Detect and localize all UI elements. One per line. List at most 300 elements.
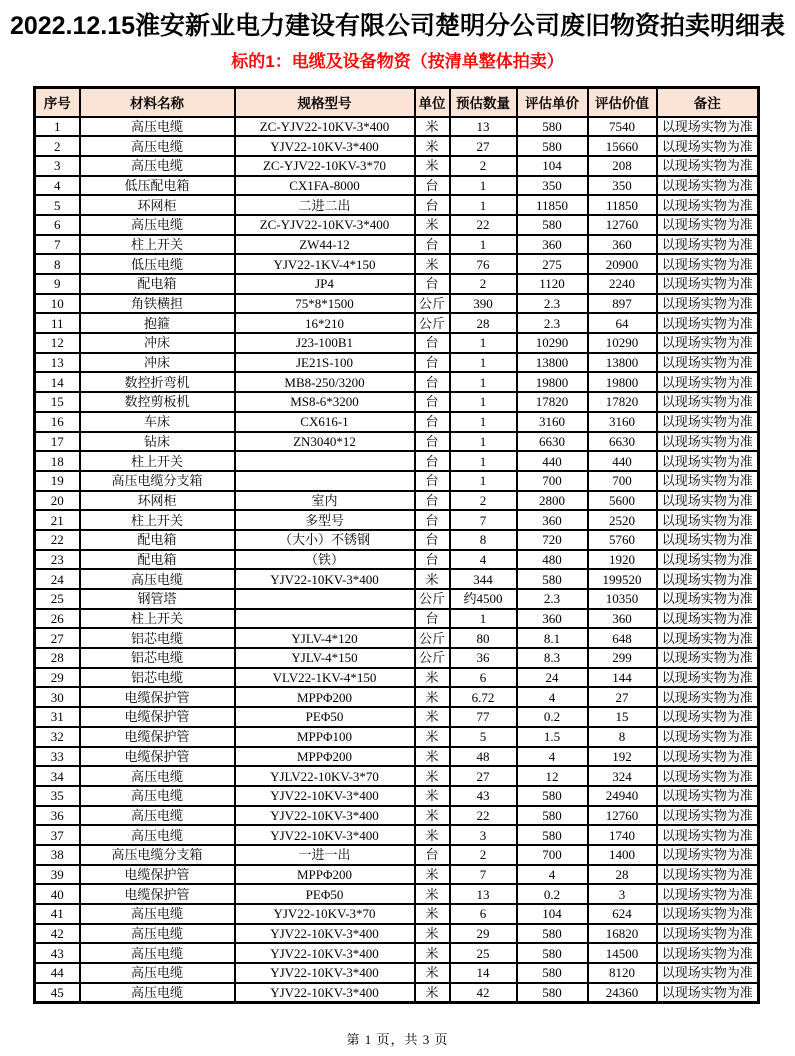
table-cell: 38 xyxy=(35,845,80,865)
table-cell: 以现场实物为准 xyxy=(657,825,759,845)
table-cell: 米 xyxy=(415,983,450,1003)
table-cell: 3 xyxy=(588,884,657,904)
table-cell: 29 xyxy=(35,668,80,688)
table-cell: 7540 xyxy=(588,117,657,137)
table-cell: 数控剪板机 xyxy=(80,392,235,412)
table-cell: 电缆保护管 xyxy=(80,884,235,904)
table-cell: 6 xyxy=(450,904,517,924)
table-cell: ZW44-12 xyxy=(235,235,415,255)
table-cell: 钢管塔 xyxy=(80,589,235,609)
table-cell: 12760 xyxy=(588,806,657,826)
table-cell: 以现场实物为准 xyxy=(657,904,759,924)
table-cell: 5600 xyxy=(588,491,657,511)
table-cell: 米 xyxy=(415,806,450,826)
table-cell: 144 xyxy=(588,668,657,688)
table-cell: 米 xyxy=(415,766,450,786)
table-cell: 高压电缆 xyxy=(80,786,235,806)
table-row xyxy=(35,825,759,845)
table-cell: 高压电缆 xyxy=(80,215,235,235)
column-header: 序号 xyxy=(35,88,80,117)
table-cell: 5760 xyxy=(588,530,657,550)
table-cell: 4 xyxy=(450,550,517,570)
table-cell: 77 xyxy=(450,707,517,727)
table-cell: 16 xyxy=(35,412,80,432)
table-cell: 台 xyxy=(415,392,450,412)
table-header-row xyxy=(35,88,759,117)
table-cell: 以现场实物为准 xyxy=(657,235,759,255)
table-cell: YJV22-10KV-3*400 xyxy=(235,825,415,845)
table-cell: 1 xyxy=(450,432,517,452)
table-cell xyxy=(235,609,415,629)
table-row xyxy=(35,530,759,550)
table-cell: ZC-YJV22-10KV-3*400 xyxy=(235,215,415,235)
table-cell: 台 xyxy=(415,491,450,511)
table-row xyxy=(35,865,759,885)
table-cell: 冲床 xyxy=(80,333,235,353)
table-row xyxy=(35,510,759,530)
table-cell: 台 xyxy=(415,412,450,432)
table-cell: 高压电缆 xyxy=(80,766,235,786)
table-cell: 2.3 xyxy=(517,294,588,314)
table-cell: 24 xyxy=(517,668,588,688)
table-cell: 电缆保护管 xyxy=(80,707,235,727)
table-row xyxy=(35,471,759,491)
table-cell: 台 xyxy=(415,176,450,196)
table-cell: 43 xyxy=(35,943,80,963)
table-row xyxy=(35,983,759,1003)
table-cell: 580 xyxy=(517,806,588,826)
table-cell: 360 xyxy=(517,510,588,530)
table-cell: 580 xyxy=(517,215,588,235)
table-cell: 以现场实物为准 xyxy=(657,333,759,353)
table-cell: MPPΦ200 xyxy=(235,687,415,707)
table-cell: 1 xyxy=(450,195,517,215)
table-cell: 6 xyxy=(35,215,80,235)
table-cell: 台 xyxy=(415,530,450,550)
table-cell: 以现场实物为准 xyxy=(657,550,759,570)
table-row xyxy=(35,136,759,156)
table-cell: 27 xyxy=(450,766,517,786)
table-cell: 580 xyxy=(517,825,588,845)
table-cell: YJV22-10KV-3*400 xyxy=(235,786,415,806)
table-cell: 4 xyxy=(517,687,588,707)
table-cell: 80 xyxy=(450,628,517,648)
table-cell: 一进一出 xyxy=(235,845,415,865)
table-cell: 21 xyxy=(35,510,80,530)
table-cell: 2 xyxy=(450,274,517,294)
table-cell: 6630 xyxy=(588,432,657,452)
table-cell: 以现场实物为准 xyxy=(657,136,759,156)
table-cell: 8120 xyxy=(588,963,657,983)
table-cell: 台 xyxy=(415,235,450,255)
table-cell: 35 xyxy=(35,786,80,806)
table-cell: 19800 xyxy=(588,372,657,392)
table-cell: 高压电缆 xyxy=(80,117,235,137)
table-cell: 275 xyxy=(517,254,588,274)
table-cell: 2 xyxy=(450,156,517,176)
table-cell: 31 xyxy=(35,707,80,727)
table-cell: 台 xyxy=(415,353,450,373)
table-cell: 电缆保护管 xyxy=(80,865,235,885)
table-cell: 5 xyxy=(450,727,517,747)
table-cell: 台 xyxy=(415,451,450,471)
table-cell: 23 xyxy=(35,550,80,570)
table-cell: 700 xyxy=(588,471,657,491)
table-cell: 32 xyxy=(35,727,80,747)
table-cell: YJV22-10KV-3*400 xyxy=(235,924,415,944)
table-cell: 2.3 xyxy=(517,589,588,609)
table-cell: 440 xyxy=(517,451,588,471)
table-cell: 580 xyxy=(517,117,588,137)
table-cell: 2520 xyxy=(588,510,657,530)
table-cell: 2 xyxy=(35,136,80,156)
table-cell: JE21S-100 xyxy=(235,353,415,373)
table-cell: 高压电缆 xyxy=(80,806,235,826)
table-cell: 42 xyxy=(450,983,517,1003)
table-cell: 台 xyxy=(415,510,450,530)
table-cell: 以现场实物为准 xyxy=(657,372,759,392)
table-cell: 约4500 xyxy=(450,589,517,609)
table-cell xyxy=(235,589,415,609)
table-cell: 26 xyxy=(35,609,80,629)
table-cell: 1.5 xyxy=(517,727,588,747)
table-cell: 2 xyxy=(450,491,517,511)
table-cell: 199520 xyxy=(588,569,657,589)
table-cell: 1 xyxy=(450,471,517,491)
table-cell: 299 xyxy=(588,648,657,668)
table-cell: 高压电缆 xyxy=(80,983,235,1003)
table-cell: 高压电缆 xyxy=(80,943,235,963)
table-cell: 以现场实物为准 xyxy=(657,451,759,471)
table-cell: YJLV-4*120 xyxy=(235,628,415,648)
table-cell: 车床 xyxy=(80,412,235,432)
table-cell: 以现场实物为准 xyxy=(657,491,759,511)
table-cell: 44 xyxy=(35,963,80,983)
table-cell: 12760 xyxy=(588,215,657,235)
table-cell: 440 xyxy=(588,451,657,471)
column-header: 备注 xyxy=(657,88,759,117)
table-row xyxy=(35,176,759,196)
table-row xyxy=(35,156,759,176)
table-cell: 1400 xyxy=(588,845,657,865)
table-cell: 以现场实物为准 xyxy=(657,117,759,137)
table-cell: 13 xyxy=(450,117,517,137)
table-cell: 以现场实物为准 xyxy=(657,943,759,963)
table-cell: 17820 xyxy=(517,392,588,412)
table-row xyxy=(35,766,759,786)
table-cell: 34 xyxy=(35,766,80,786)
table-cell: 以现场实物为准 xyxy=(657,806,759,826)
table-cell: 13800 xyxy=(517,353,588,373)
table-row xyxy=(35,786,759,806)
table-cell: 1 xyxy=(35,117,80,137)
table-row xyxy=(35,550,759,570)
table-cell: 配电箱 xyxy=(80,530,235,550)
table-cell: 台 xyxy=(415,195,450,215)
table-cell: 8.1 xyxy=(517,628,588,648)
table-cell: 2.3 xyxy=(517,313,588,333)
lot-subtitle: 标的1：电缆及设备物资（按清单整体拍卖） xyxy=(231,52,564,71)
table-cell: 580 xyxy=(517,983,588,1003)
table-cell: 28 xyxy=(588,865,657,885)
table-cell: 22 xyxy=(35,530,80,550)
table-cell: 37 xyxy=(35,825,80,845)
table-cell: 7 xyxy=(450,865,517,885)
table-row xyxy=(35,943,759,963)
table-cell: 以现场实物为准 xyxy=(657,589,759,609)
table-cell: J23-100B1 xyxy=(235,333,415,353)
table-row xyxy=(35,707,759,727)
table-cell xyxy=(235,451,415,471)
table-cell: 33 xyxy=(35,747,80,767)
table-cell: 6 xyxy=(450,668,517,688)
table-cell: 10290 xyxy=(517,333,588,353)
table-cell: 台 xyxy=(415,333,450,353)
table-row xyxy=(35,668,759,688)
table-cell: 360 xyxy=(588,609,657,629)
table-cell: 28 xyxy=(450,313,517,333)
table-cell: 580 xyxy=(517,136,588,156)
table-cell: 75*8*1500 xyxy=(235,294,415,314)
table-cell: 580 xyxy=(517,963,588,983)
table-cell: 42 xyxy=(35,924,80,944)
table-cell: 1 xyxy=(450,372,517,392)
table-cell: 电缆保护管 xyxy=(80,747,235,767)
table-cell: 台 xyxy=(415,471,450,491)
table-cell: 16820 xyxy=(588,924,657,944)
table-cell: 电缆保护管 xyxy=(80,727,235,747)
table-cell: 13 xyxy=(35,353,80,373)
table-cell: 台 xyxy=(415,845,450,865)
table-cell: 以现场实物为准 xyxy=(657,786,759,806)
table-cell: 25 xyxy=(450,943,517,963)
table-cell: 以现场实物为准 xyxy=(657,648,759,668)
table-row xyxy=(35,313,759,333)
table-cell: 43 xyxy=(450,786,517,806)
table-cell: 公斤 xyxy=(415,294,450,314)
table-cell: 以现场实物为准 xyxy=(657,254,759,274)
table-cell: 3160 xyxy=(588,412,657,432)
table-cell: YJV22-10KV-3*400 xyxy=(235,943,415,963)
table-cell: 以现场实物为准 xyxy=(657,353,759,373)
table-cell: 5 xyxy=(35,195,80,215)
table-cell: 14 xyxy=(450,963,517,983)
table-cell: 25 xyxy=(35,589,80,609)
table-cell: 12 xyxy=(35,333,80,353)
table-cell: 米 xyxy=(415,136,450,156)
table-cell: 3160 xyxy=(517,412,588,432)
table-cell: 15 xyxy=(35,392,80,412)
table-cell: 高压电缆 xyxy=(80,136,235,156)
table-cell: 米 xyxy=(415,747,450,767)
table-cell: 以现场实物为准 xyxy=(657,766,759,786)
table-cell: 米 xyxy=(415,943,450,963)
table-cell: 米 xyxy=(415,924,450,944)
table-cell: 17 xyxy=(35,432,80,452)
table-cell: 1 xyxy=(450,353,517,373)
table-cell: 2240 xyxy=(588,274,657,294)
table-row xyxy=(35,353,759,373)
table-cell: 39 xyxy=(35,865,80,885)
table-cell: CX616-1 xyxy=(235,412,415,432)
table-row xyxy=(35,195,759,215)
table-cell: 0.2 xyxy=(517,707,588,727)
table-cell: 米 xyxy=(415,215,450,235)
table-cell: 8 xyxy=(35,254,80,274)
table-cell: 27 xyxy=(588,687,657,707)
table-cell: 高压电缆分支箱 xyxy=(80,845,235,865)
table-cell: PEΦ50 xyxy=(235,884,415,904)
table-row xyxy=(35,628,759,648)
table-cell: 公斤 xyxy=(415,628,450,648)
table-cell: 76 xyxy=(450,254,517,274)
table-cell: 350 xyxy=(588,176,657,196)
table-cell: 以现场实物为准 xyxy=(657,727,759,747)
table-cell: 铝芯电缆 xyxy=(80,668,235,688)
table-cell: 高压电缆 xyxy=(80,569,235,589)
table-cell xyxy=(235,471,415,491)
table-cell: YJV22-10KV-3*400 xyxy=(235,136,415,156)
table-cell: 以现场实物为准 xyxy=(657,156,759,176)
table-cell: 高压电缆 xyxy=(80,963,235,983)
page-title: 2022.12.15淮安新业电力建设有限公司楚明分公司废旧物资拍卖明细表 xyxy=(9,12,786,40)
table-cell: 角铁横担 xyxy=(80,294,235,314)
table-cell: 以现场实物为准 xyxy=(657,845,759,865)
table-cell: 17820 xyxy=(588,392,657,412)
table-cell: 30 xyxy=(35,687,80,707)
table-header xyxy=(35,88,759,117)
table-cell: 20 xyxy=(35,491,80,511)
table-cell: 以现场实物为准 xyxy=(657,313,759,333)
table-cell: 27 xyxy=(35,628,80,648)
table-cell: ZN3040*12 xyxy=(235,432,415,452)
column-header: 单位 xyxy=(415,88,450,117)
table-cell: 648 xyxy=(588,628,657,648)
table-row xyxy=(35,491,759,511)
table-cell: 324 xyxy=(588,766,657,786)
table-cell: 米 xyxy=(415,254,450,274)
table-cell: 高压电缆 xyxy=(80,924,235,944)
table-cell: 米 xyxy=(415,668,450,688)
table-cell: 铝芯电缆 xyxy=(80,628,235,648)
table-row xyxy=(35,806,759,826)
table-cell: MPPΦ100 xyxy=(235,727,415,747)
table-cell: 11850 xyxy=(517,195,588,215)
table-cell: 以现场实物为准 xyxy=(657,392,759,412)
table-cell: 公斤 xyxy=(415,589,450,609)
table-cell: MPPΦ200 xyxy=(235,747,415,767)
table-cell: 19 xyxy=(35,471,80,491)
table-cell: CX1FA-8000 xyxy=(235,176,415,196)
table-cell: 7 xyxy=(450,510,517,530)
table-cell: 以现场实物为准 xyxy=(657,195,759,215)
table-cell: 28 xyxy=(35,648,80,668)
table-cell: 4 xyxy=(517,865,588,885)
column-header: 预估数量 xyxy=(450,88,517,117)
table-cell: 以现场实物为准 xyxy=(657,274,759,294)
table-cell: 22 xyxy=(450,215,517,235)
table-cell: 柱上开关 xyxy=(80,451,235,471)
table-cell: 36 xyxy=(450,648,517,668)
table-cell: 192 xyxy=(588,747,657,767)
table-cell: 柱上开关 xyxy=(80,235,235,255)
table-cell: 柱上开关 xyxy=(80,609,235,629)
table-cell: 3 xyxy=(450,825,517,845)
table-cell: 多型号 xyxy=(235,510,415,530)
table-cell: YJV22-1KV-4*150 xyxy=(235,254,415,274)
table-cell: 以现场实物为准 xyxy=(657,865,759,885)
table-cell: 以现场实物为准 xyxy=(657,432,759,452)
table-cell: 8 xyxy=(588,727,657,747)
table-cell: 米 xyxy=(415,156,450,176)
table-cell: YJV22-10KV-3*400 xyxy=(235,569,415,589)
table-cell: 1 xyxy=(450,609,517,629)
table-cell: 104 xyxy=(517,904,588,924)
table-cell: 360 xyxy=(517,609,588,629)
table-cell: 48 xyxy=(450,747,517,767)
table-cell: 台 xyxy=(415,372,450,392)
table-cell: 高压电缆 xyxy=(80,825,235,845)
table-cell: JP4 xyxy=(235,274,415,294)
table-cell: 米 xyxy=(415,963,450,983)
table-cell: 高压电缆 xyxy=(80,156,235,176)
table-row xyxy=(35,589,759,609)
table-cell: 350 xyxy=(517,176,588,196)
table-cell: 27 xyxy=(450,136,517,156)
table-cell: 电缆保护管 xyxy=(80,687,235,707)
page-number: 第 1 页，共 3 页 xyxy=(346,1032,449,1047)
table-cell: 米 xyxy=(415,825,450,845)
table-cell: 24940 xyxy=(588,786,657,806)
table-cell: 8 xyxy=(450,530,517,550)
table-cell: 8.3 xyxy=(517,648,588,668)
table-cell: 以现场实物为准 xyxy=(657,687,759,707)
table-cell: 1 xyxy=(450,235,517,255)
table-cell: 配电箱 xyxy=(80,274,235,294)
table-cell: 高压电缆分支箱 xyxy=(80,471,235,491)
table-cell: 480 xyxy=(517,550,588,570)
table-row xyxy=(35,963,759,983)
table-cell: 1 xyxy=(450,451,517,471)
table-row xyxy=(35,412,759,432)
table-cell: 台 xyxy=(415,274,450,294)
table-cell: 10 xyxy=(35,294,80,314)
table-cell: 以现场实物为准 xyxy=(657,668,759,688)
table-row xyxy=(35,372,759,392)
table-cell: YJV22-10KV-3*400 xyxy=(235,806,415,826)
table-cell: MS8-6*3200 xyxy=(235,392,415,412)
table-cell: 624 xyxy=(588,904,657,924)
table-cell: 7 xyxy=(35,235,80,255)
table-row xyxy=(35,904,759,924)
table-cell: 抱箍 xyxy=(80,313,235,333)
table-cell: 以现场实物为准 xyxy=(657,707,759,727)
table-cell: 以现场实物为准 xyxy=(657,412,759,432)
table-cell: 环网柜 xyxy=(80,491,235,511)
table-cell: 以现场实物为准 xyxy=(657,628,759,648)
table-cell: ZC-YJV22-10KV-3*400 xyxy=(235,117,415,137)
table-cell: 9 xyxy=(35,274,80,294)
table-cell: 1120 xyxy=(517,274,588,294)
table-cell: 米 xyxy=(415,569,450,589)
table-cell: 20900 xyxy=(588,254,657,274)
table-row xyxy=(35,274,759,294)
table-row xyxy=(35,392,759,412)
table-row xyxy=(35,294,759,314)
column-header: 评估单价 xyxy=(517,88,588,117)
table-cell: 以现场实物为准 xyxy=(657,294,759,314)
table-cell: 配电箱 xyxy=(80,550,235,570)
